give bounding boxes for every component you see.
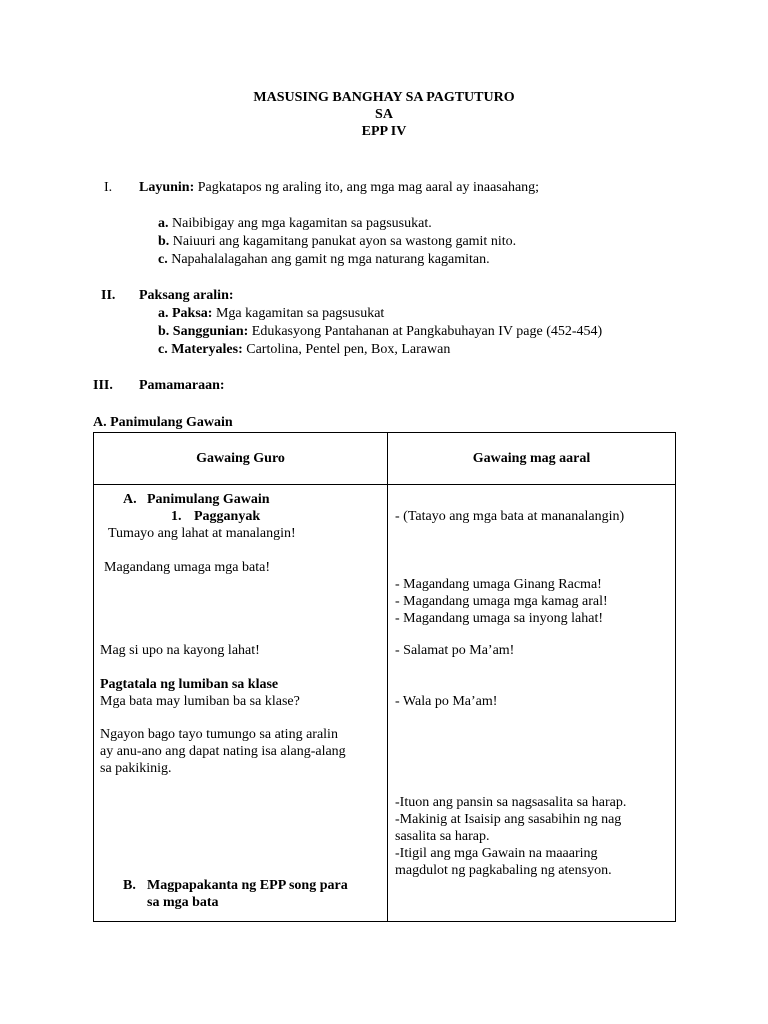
table-header-row — [94, 433, 676, 485]
guro-a-marker: A. — [123, 492, 137, 507]
section-i-text: Pagkatapos ng araling ito, ang mga mag aaral ay inaasahang; — [194, 180, 540, 195]
objective-item: b. Naiuuri ang kagamitang panukat ayon sa wastong gamit nito. — [158, 234, 517, 249]
aaral-cell — [388, 485, 676, 922]
section-i-number: I. — [104, 180, 113, 195]
paksa-item: c. Materyales: Cartolina, Pentel pen, Box, Larawan — [158, 342, 451, 357]
guro-b-title-cont: sa mga bata — [147, 895, 219, 910]
table-row — [94, 485, 676, 922]
section-a-heading: A. Panimulang Gawain — [93, 415, 233, 430]
guro-line: Magandang umaga mga bata! — [104, 560, 270, 575]
header-gawaing-guro: Gawaing Guro — [94, 433, 388, 485]
aaral-line: - Magandang umaga mga kamag aral! — [395, 594, 608, 609]
guro-line: Ngayon bago tayo tumungo sa ating aralin — [100, 727, 338, 742]
aaral-line: - Magandang umaga Ginang Racma! — [395, 577, 602, 592]
header-gawaing-mag-aaral: Gawaing mag aaral — [388, 433, 676, 485]
aaral-line: - Magandang umaga sa inyong lahat! — [395, 611, 603, 626]
aaral-line: -Makinig at Isaisip ang sasabihin ng nag — [395, 812, 622, 827]
guro-line: sa pakikinig. — [100, 761, 172, 776]
aaral-line: - Salamat po Ma’am! — [395, 643, 515, 658]
aaral-line: - Wala po Ma’am! — [395, 694, 498, 709]
guro-line: Mga bata may lumiban ba sa klase? — [100, 694, 300, 709]
guro-cell — [94, 485, 388, 922]
aaral-line: magdulot ng pagkabaling ng atensyon. — [395, 863, 612, 878]
guro-line: Tumayo ang lahat at manalangin! — [108, 526, 296, 541]
guro-1-title: Pagganyak — [194, 509, 261, 524]
objective-item: c. Napahalalagahan ang gamit ng mga naturang kagamitan. — [158, 252, 490, 267]
paksa-item: a. Paksa: Mga kagamitan sa pagsusukat — [158, 306, 385, 321]
section-i-line — [139, 179, 539, 196]
guro-1-marker: 1. — [171, 509, 182, 524]
aaral-line: - (Tatayo ang mga bata at mananalangin) — [395, 509, 625, 524]
guro-line: ay anu-ano ang dapat nating isa alang-alang — [100, 744, 346, 759]
section-ii-label: Paksang aralin: — [139, 288, 234, 303]
guro-b-title: Magpapakanta ng EPP song para — [147, 878, 348, 893]
section-ii-number: II. — [101, 288, 116, 303]
doc-title: MASUSING BANGHAY SA PAGTUTURO — [253, 90, 515, 105]
guro-line: Mag si upo na kayong lahat! — [100, 643, 260, 658]
doc-subject: EPP IV — [361, 124, 407, 139]
objective-item: a. Naibibigay ang mga kagamitan sa pagsusukat. — [158, 216, 432, 231]
doc-title-sa: SA — [375, 107, 393, 122]
guro-subheading: Pagtatala ng lumiban sa klase — [100, 677, 279, 692]
aaral-line: sasalita sa harap. — [395, 829, 490, 844]
section-iii-number: III. — [93, 378, 113, 393]
lesson-table — [93, 432, 676, 922]
guro-b-marker: B. — [123, 878, 136, 893]
guro-a-title: Panimulang Gawain — [147, 492, 270, 507]
aaral-line: -Itigil ang mga Gawain na maaaring — [395, 846, 598, 861]
section-i-label: Layunin: — [139, 180, 195, 195]
section-iii-label: Pamamaraan: — [139, 378, 225, 393]
aaral-line: -Ituon ang pansin sa nagsasalita sa harap. — [395, 795, 627, 810]
paksa-item: b. Sanggunian: Edukasyong Pantahanan at Pangkabuhayan IV page (452-454) — [158, 324, 603, 339]
